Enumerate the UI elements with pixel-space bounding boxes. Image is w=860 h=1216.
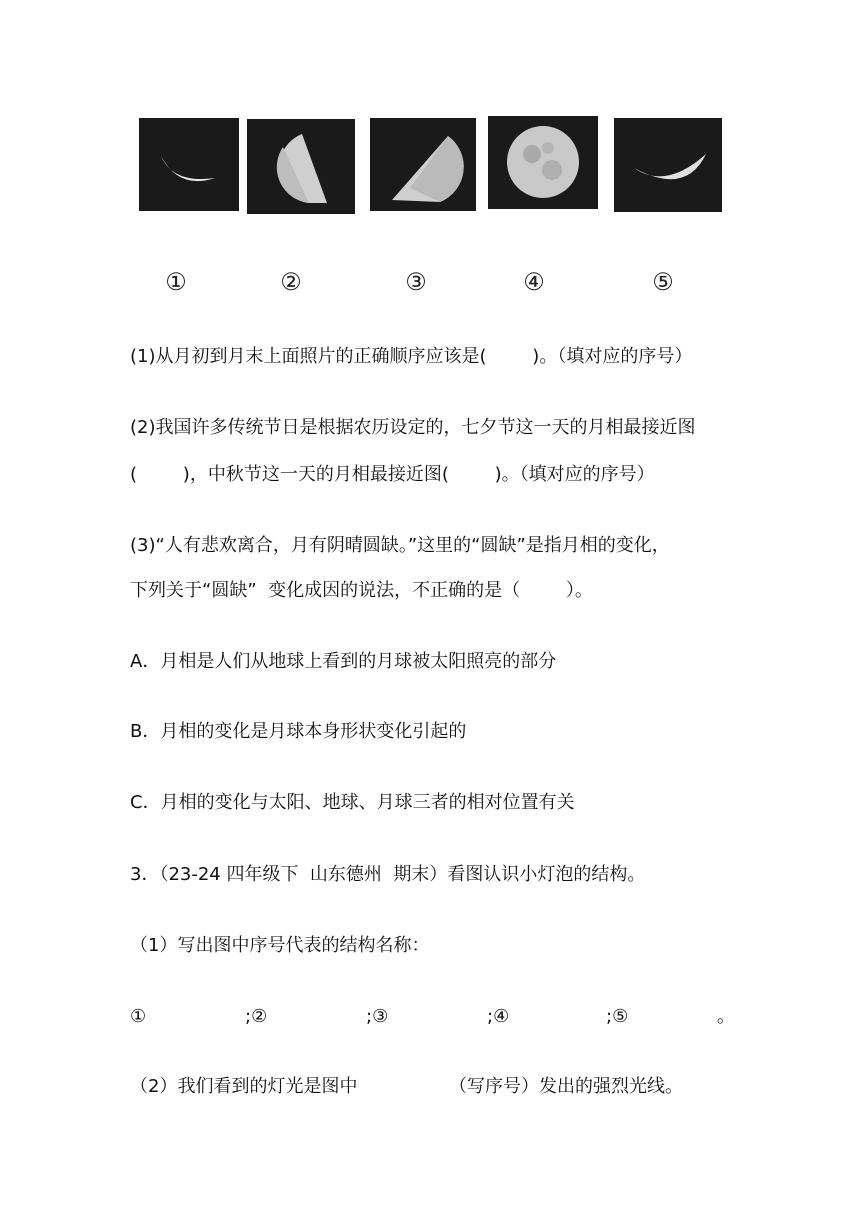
section-3-sub-1: （1）写出图中序号代表的结构名称： xyxy=(130,935,430,956)
question-1: (1)从月初到月末上面照片的正确顺序应该是( )。（填对应的序号） xyxy=(130,346,693,367)
blank-end: 。 xyxy=(717,1006,735,1027)
moon-photo-1 xyxy=(139,118,239,211)
full-moon-icon xyxy=(488,116,598,209)
option-a: A．月相是人们从地球上看到的月球被太阳照亮的部分 xyxy=(130,651,557,672)
option-c: C．月相的变化与太阳、地球、月球三者的相对位置有关 xyxy=(130,792,575,813)
first-quarter-moon-icon xyxy=(247,119,355,214)
blank-3: ;③ xyxy=(366,1006,389,1027)
photo-label-1: ① xyxy=(165,268,187,296)
moon-photo-3 xyxy=(370,118,476,211)
blank-1: ① xyxy=(130,1006,147,1027)
question-3-line-2: 下列关于“圆缺” 变化成因的说法，不正确的是（ ）。 xyxy=(130,580,593,601)
moon-photo-2 xyxy=(247,119,355,214)
waxing-crescent-moon-icon xyxy=(139,118,239,211)
moon-photo-4 xyxy=(488,116,598,209)
moon-photo-5 xyxy=(614,118,722,212)
photo-label-4: ④ xyxy=(523,268,545,296)
section-3-title: 3．（23-24 四年级下 山东德州 期末）看图认识小灯泡的结构。 xyxy=(130,864,646,885)
section-3-sub-2: （2）我们看到的灯光是图中 （写序号）发出的强烈光线。 xyxy=(130,1076,683,1097)
blank-2: ;② xyxy=(245,1006,268,1027)
question-2-line-1: (2)我国许多传统节日是根据农历设定的，七夕节这一天的月相最接近图 xyxy=(130,417,696,438)
question-3-line-1: (3)“人有悲欢离合，月有阴晴圆缺。”这里的“圆缺”是指月相的变化， xyxy=(130,535,670,556)
option-b: B．月相的变化是月球本身形状变化引起的 xyxy=(130,721,467,742)
question-2-line-2: ( )，中秋节这一天的月相最接近图( )。（填对应的序号） xyxy=(130,464,655,485)
blank-4: ;④ xyxy=(487,1006,510,1027)
photo-label-5: ⑤ xyxy=(652,268,674,296)
blank-5: ;⑤ xyxy=(606,1006,629,1027)
waning-crescent-moon-icon xyxy=(614,118,722,212)
photo-label-3: ③ xyxy=(405,268,427,296)
last-quarter-moon-icon xyxy=(370,118,476,211)
photo-label-2: ② xyxy=(280,268,302,296)
